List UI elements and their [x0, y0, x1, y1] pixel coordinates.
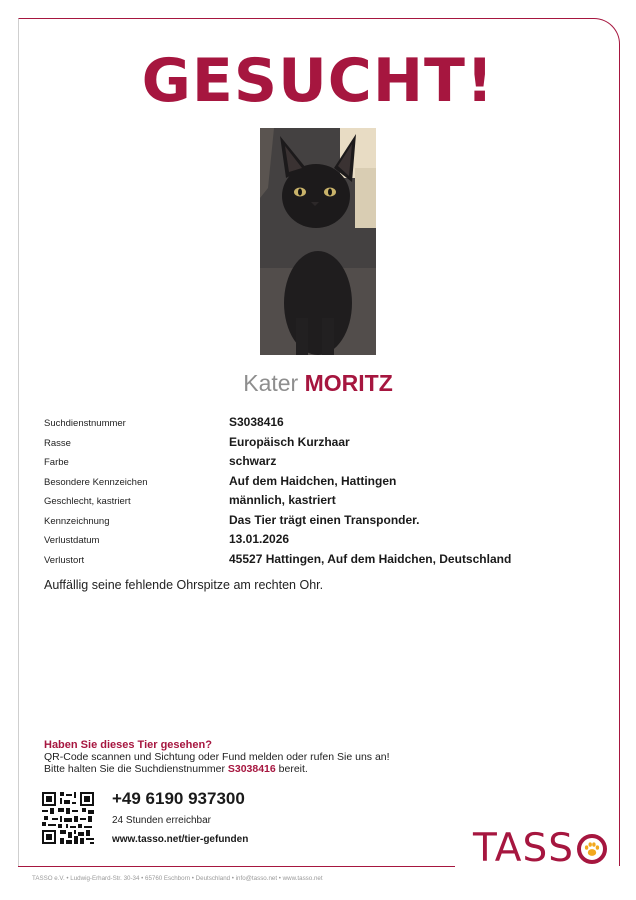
- detail-row-color: [44, 453, 604, 473]
- contact-reference-after: bereit.: [278, 763, 308, 775]
- qr-code-icon[interactable]: [42, 792, 94, 844]
- detail-row-search-number: [44, 414, 604, 434]
- detail-value: Europäisch Kurzhaar: [229, 434, 350, 449]
- detail-row-breed: [44, 434, 604, 454]
- detail-value: 45527 Hattingen, Auf dem Haidchen, Deutschland: [229, 551, 512, 566]
- details-table: [44, 414, 604, 570]
- contact-heading: Haben Sie dieses Tier gesehen?: [44, 739, 212, 751]
- tasso-logo: [473, 824, 608, 874]
- poster-title: GESUCHT!: [141, 46, 495, 116]
- detail-row-loss-place: [44, 551, 604, 571]
- website-link[interactable]: www.tasso.net/tier-gefunden: [112, 834, 249, 845]
- contact-reference: [44, 763, 464, 775]
- detail-value: S3038416: [229, 415, 284, 429]
- availability-hours: 24 Stunden erreichbar: [112, 815, 211, 826]
- phone-number[interactable]: +49 6190 937300: [112, 789, 245, 808]
- detail-row-loss-date: [44, 531, 604, 551]
- poster-frame-bottom-line: [18, 866, 455, 867]
- description-note: Auffällig seine fehlende Ohrspitze am rechten Ohr.: [44, 578, 324, 592]
- detail-label: Rasse: [44, 437, 71, 449]
- contact-reference-before: Bitte halten Sie die Suchdienstnummer: [44, 763, 225, 775]
- detail-value: männlich, kastriert: [229, 493, 336, 507]
- detail-label: Verlustort: [44, 554, 85, 566]
- detail-row-identification: [44, 512, 604, 532]
- detail-value: schwarz: [229, 454, 277, 468]
- detail-label: Besondere Kennzeichen: [44, 476, 148, 488]
- detail-label: Farbe: [44, 457, 69, 468]
- detail-label: Geschlecht, kastriert: [44, 496, 131, 507]
- detail-value: Das Tier trägt einen Transponder.: [229, 512, 420, 527]
- cat-photo: [260, 128, 376, 355]
- contact-instruction: QR-Code scannen und Sichtung oder Fund melden oder rufen Sie uns an!: [44, 751, 390, 763]
- detail-value: 13.01.2026: [229, 532, 290, 546]
- detail-label: Verlustdatum: [44, 535, 100, 546]
- contact-section: [44, 739, 464, 775]
- detail-value: Auf dem Haidchen, Hattingen: [229, 473, 397, 488]
- pet-name-value: MORITZ: [304, 370, 393, 396]
- footer-address: TASSO e.V. • Ludwig-Erhard-Str. 30-34 • 65760 Eschborn • Deutschland • info@tasso.net • www.tasso.net: [32, 875, 323, 882]
- pet-type: Kater: [243, 370, 299, 396]
- paw-o-icon: [576, 833, 608, 865]
- contact-reference-number: S3038416: [227, 763, 276, 775]
- detail-row-sex: [44, 492, 604, 512]
- detail-row-markings: [44, 473, 604, 493]
- logo-text: TASS: [473, 826, 574, 871]
- pet-name: [0, 369, 636, 397]
- detail-label: Kennzeichnung: [44, 515, 110, 527]
- detail-label: Suchdienstnummer: [44, 418, 126, 429]
